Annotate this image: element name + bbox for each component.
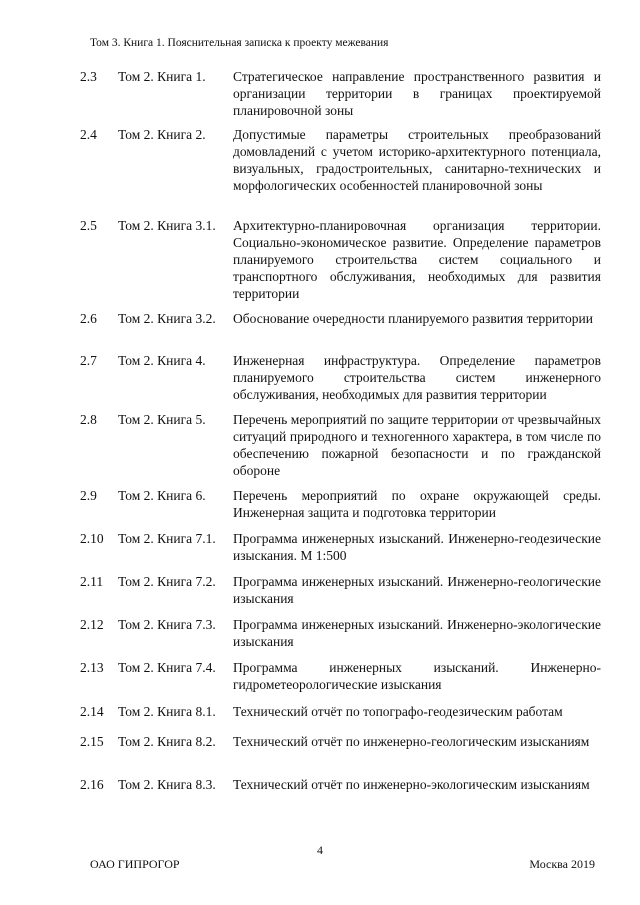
item-reference: Том 2. Книга 6. — [118, 488, 206, 503]
item-number: 2.13 — [80, 660, 104, 675]
item-number: 2.12 — [80, 617, 104, 632]
item-number: 2.11 — [80, 574, 104, 589]
item-description: Технический отчёт по инженерно-геологическим изысканиям — [233, 734, 590, 749]
item-number: 2.6 — [80, 311, 97, 326]
item-number: 2.4 — [80, 127, 97, 142]
item-description: Программа инженерных изысканий. Инженерно-гидрометеорологические изыскания — [233, 660, 601, 692]
item-reference: Том 2. Книга 7.2. — [118, 574, 216, 589]
item-number: 2.10 — [80, 531, 104, 546]
item-description: Перечень мероприятий по охране окружающей среды. Инженерная защита и подготовка территории — [233, 488, 601, 520]
item-number: 2.14 — [80, 704, 104, 719]
footer-city-year: Москва 2019 — [529, 857, 595, 871]
item-description: Архитектурно-планировочная организация территории. Социально-экономическое развитие. Определение параметров планируемого строительства систем социального и транспортного обслуживания, необходимых для развития территории — [233, 218, 601, 301]
item-reference: Том 2. Книга 3.2. — [118, 311, 216, 326]
item-description: Перечень мероприятий по защите территории от чрезвычайных ситуаций природного и техногенного характера, в том числе по обеспечению пожарной безопасности и по гражданской обороне — [233, 412, 601, 478]
item-number: 2.7 — [80, 353, 97, 368]
item-description: Инженерная инфраструктура. Определение параметров планируемого строительства систем инженерного обслуживания, необходимых для развития территории — [233, 353, 601, 402]
item-description: Технический отчёт по топографо-геодезическим работам — [233, 704, 563, 719]
item-number: 2.9 — [80, 488, 97, 503]
item-reference: Том 2. Книга 8.1. — [118, 704, 216, 719]
item-number: 2.3 — [80, 69, 97, 84]
item-number: 2.8 — [80, 412, 97, 427]
item-description: Обоснование очередности планируемого развития территории — [233, 311, 593, 326]
item-reference: Том 2. Книга 8.2. — [118, 734, 216, 749]
item-reference: Том 2. Книга 7.1. — [118, 531, 216, 546]
item-reference: Том 2. Книга 7.3. — [118, 617, 216, 632]
item-number: 2.16 — [80, 777, 104, 792]
item-description: Программа инженерных изысканий. Инженерно-геодезические изыскания. М 1:500 — [233, 531, 601, 563]
item-reference: Том 2. Книга 1. — [118, 69, 206, 84]
item-description: Программа инженерных изысканий. Инженерно-экологические изыскания — [233, 617, 601, 649]
page-header: Том 3. Книга 1. Пояснительная записка к проекту межевания — [90, 37, 389, 49]
item-description: Программа инженерных изысканий. Инженерно-геологические изыскания — [233, 574, 601, 606]
item-reference: Том 2. Книга 4. — [118, 353, 206, 368]
item-description: Допустимые параметры строительных преобразований домовладений с учетом историко-архитектурного потенциала, визуальных, градостроительных, санитарно-технических и морфологических особенностей планировочной зоны — [233, 127, 601, 193]
footer-organization: ОАО ГИПРОГОР — [90, 857, 180, 871]
item-number: 2.15 — [80, 734, 104, 749]
item-description: Стратегическое направление пространственного развития и организации территории в границах проектируемой планировочной зоны — [233, 69, 601, 118]
item-description: Технический отчёт по инженерно-экологическим изысканиям — [233, 777, 590, 792]
item-reference: Том 2. Книга 8.3. — [118, 777, 216, 792]
page-number: 4 — [317, 843, 323, 857]
item-reference: Том 2. Книга 2. — [118, 127, 206, 142]
item-reference: Том 2. Книга 3.1. — [118, 218, 216, 233]
item-reference: Том 2. Книга 7.4. — [118, 660, 216, 675]
item-reference: Том 2. Книга 5. — [118, 412, 206, 427]
item-number: 2.5 — [80, 218, 97, 233]
